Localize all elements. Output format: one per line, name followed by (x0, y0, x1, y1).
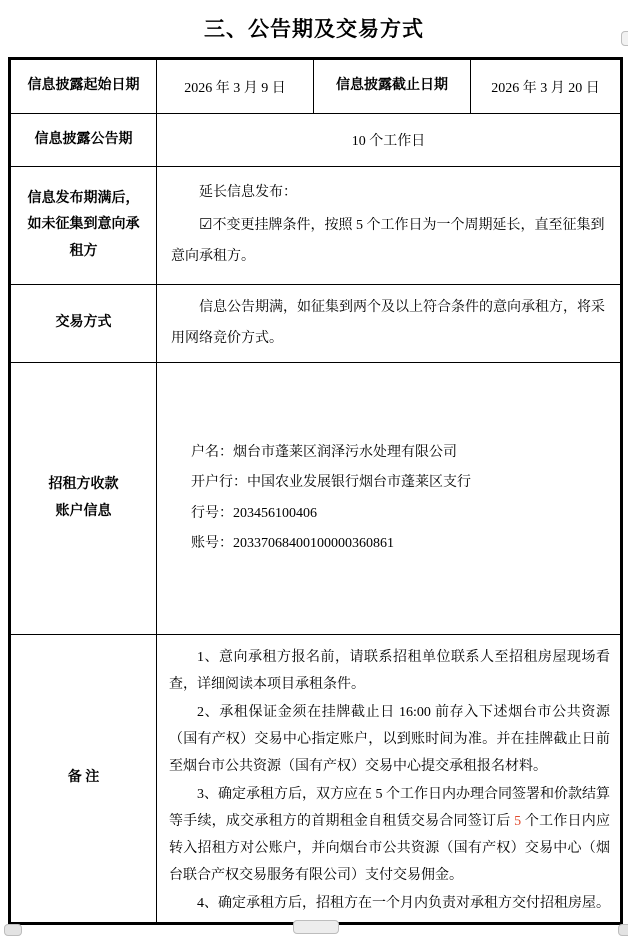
extension-content (157, 167, 622, 285)
account-content (157, 363, 622, 635)
remark-4: 4、确定承租方后，招租方在一个月内负责对承租方交付招租房屋。 (197, 895, 610, 911)
table-row (10, 59, 622, 114)
table-row (10, 635, 622, 924)
extension-option (171, 209, 606, 273)
scrollbar-fragment-left (4, 924, 22, 936)
extension-label (10, 167, 157, 285)
account-label-line: 招租方收款 (48, 476, 119, 492)
table-row (10, 363, 622, 635)
checked-checkbox-icon: ☑ (199, 217, 213, 233)
remarks-label: 备 注 (10, 635, 157, 924)
disclosure-start-label: 信息披露起始日期 (10, 59, 157, 114)
remark-3-highlight: 5 (514, 813, 522, 829)
account-label-line: 账户信息 (55, 503, 112, 519)
trade-method-label: 交易方式 (10, 285, 157, 363)
trade-method-content (157, 285, 622, 363)
announce-period-label: 信息披露公告期 (10, 114, 157, 167)
account-number: 账号：20337068400100000360861 (191, 535, 394, 551)
vertical-scrollbar-fragment[interactable] (621, 31, 628, 46)
announce-period-value: 10 个工作日 (157, 114, 622, 167)
account-bank-code: 行号：203456100406 (191, 505, 317, 521)
horizontal-scrollbar-thumb[interactable] (293, 920, 339, 934)
remark-3-text: 个工作日内应转入招租方对公账户，并向烟台市公共资源（国有产权）交易中心（烟台联合产权交易服务有限公司）支付交易佣金。 (169, 813, 611, 884)
account-label (10, 363, 157, 635)
extension-label-line: 如未征集到意向承 (27, 217, 140, 233)
table-row (10, 167, 622, 285)
extension-intro: 延长信息发布： (199, 185, 297, 201)
remark-2: 2、承租保证金须在挂牌截止日 16:00 前存入下述烟台市公共资源（国有产权）交易中心指定账户，以到账时间为准。并在挂牌截止日前至烟台市公共资源（国有产权）交易中心提交承租报名材料。 (169, 704, 610, 775)
table-row (10, 285, 622, 363)
extension-option-text: 不变更挂牌条件，按照 5 个工作日为一个周期延长，直至征集到意向承租方。 (171, 218, 605, 264)
remarks-content (157, 635, 622, 924)
remark-1: 1、意向承租方报名前，请联系招租单位联系人至招租房屋现场看查，详细阅读本项目承租条件。 (169, 650, 610, 693)
disclosure-start-value: 2026 年 3 月 9 日 (157, 59, 314, 114)
remark-3 (169, 781, 610, 890)
page-title: 三、公告期及交易方式 (204, 17, 424, 41)
account-holder: 户名：烟台市蓬莱区润泽污水处理有限公司 (191, 445, 457, 461)
announcement-table (8, 57, 623, 925)
extension-label-line: 信息发布期满后， (27, 190, 140, 206)
extension-label-line: 租方 (69, 243, 98, 259)
remark-3-text: 3、确定承租方后，双方应在 5 个工作日内办理合同签署和价款结算等手续，成交承租方的首期租金自租赁交易合同签订后 (169, 786, 610, 829)
account-bank: 开户行：中国农业发展银行烟台市蓬莱区支行 (191, 475, 471, 491)
table-row (10, 114, 622, 167)
disclosure-end-label: 信息披露截止日期 (314, 59, 471, 114)
scrollbar-fragment-right (618, 924, 628, 936)
trade-method-text: 信息公告期满，如征集到两个及以上符合条件的意向承租方，将采用网络竞价方式。 (171, 299, 605, 346)
disclosure-end-value: 2026 年 3 月 20 日 (471, 59, 622, 114)
